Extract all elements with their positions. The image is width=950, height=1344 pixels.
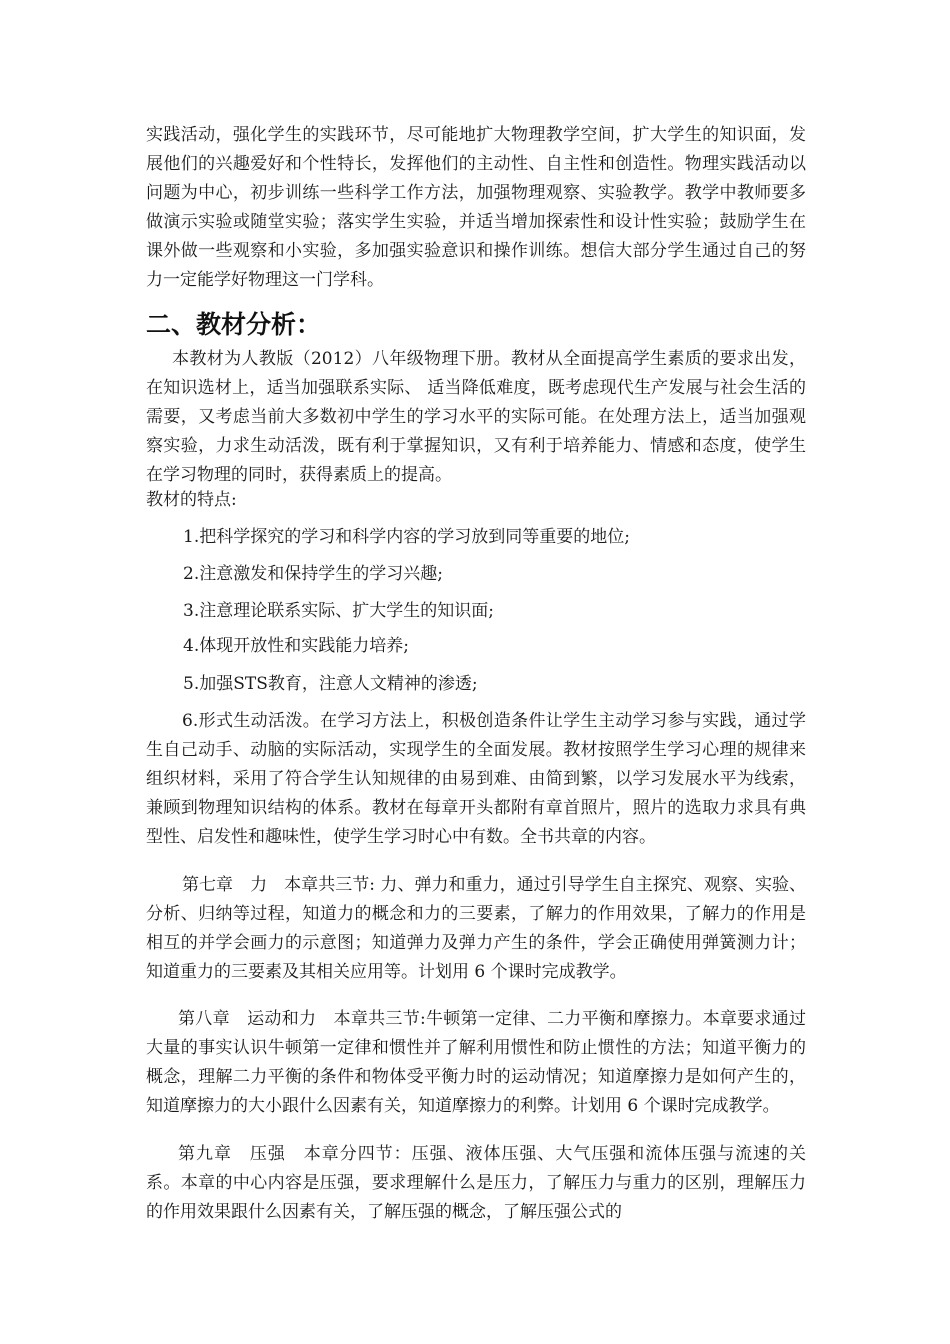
chapter-9-paragraph: 第九章 压强 本章分四节：压强、液体压强、大气压强和流体压强与流速的关系。本章的中心内容是压强，要求理解什么是压力，了解压力与重力的区别，理解压力的作用效果跟什么因素有关，了解压强的概念，了解压强公式的 bbox=[146, 1144, 806, 1222]
feature-item-2: 2.注意激发和保持学生的学习兴趣; bbox=[183, 564, 443, 584]
features-label: 教材的特点: bbox=[146, 490, 237, 510]
chapter-8-paragraph: 第八章 运动和力 本章共三节:牛顿第一定律、二力平衡和摩擦力。本章要求通过大量的事实认识牛顿第一定律和惯性并了解利用惯性和防止惯性的方法；知道平衡力的概念，理解二力平衡的条件和物体受平衡力时的运动情况；知道摩擦力是如何产生的，知道摩擦力的大小跟什么因素有关，知道摩擦力的利弊。计划用 6 个课时完成教学。 bbox=[146, 1009, 806, 1116]
feature-item-5: 5.加强STS教育，注意人文精神的渗透; bbox=[183, 674, 478, 694]
feature-item-4: 4.体现开放性和实践能力培养; bbox=[183, 636, 409, 656]
intro-paragraph: 实践活动，强化学生的实践环节，尽可能地扩大物理教学空间，扩大学生的知识面，发展他们的兴趣爱好和个性特长，发挥他们的主动性、自主性和创造性。物理实践活动以问题为中心，初步训练一些科学工作方法，加强物理观察、实验教学。教学中教师要多做演示实验或随堂实验；落实学生实验，并适当增加探索性和设计性实验；鼓励学生在课外做一些观察和小实验，多加强实验意识和操作训练。想信大部分学生通过自己的努力一定能学好物理这一门学科。 bbox=[146, 125, 806, 290]
textbook-analysis-paragraph: 本教材为人教版（2012）八年级物理下册。教材从全面提高学生素质的要求出发，在知识选材上，适当加强联系实际、 适当降低难度，既考虑现代生产发展与社会生活的需要，又考虑当前大多数初中学生的学习水平的实际可能。在处理方法上，适当加强观察实验，力求生动活泼，既有利于掌握知识，又有利于培养能力、情感和态度，使学生在学习物理的同时，获得素质上的提高。 bbox=[146, 349, 806, 485]
feature-item-1: 1.把科学探究的学习和科学内容的学习放到同等重要的地位; bbox=[183, 527, 630, 547]
section-heading-textbook-analysis: 二、教材分析： bbox=[146, 310, 322, 339]
feature-item-6: 6.形式生动活泼。在学习方法上，积极创造条件让学生主动学习参与实践，通过学生自己动手、动脑的实际活动，实现学生的全面发展。教材按照学生学习心理的规律来组织材料，采用了符合学生认知规律的由易到难、由简到繁，以学习发展水平为线索，兼顾到物理知识结构的体系。教材在每章开头都附有章首照片，照片的选取力求具有典型性、启发性和趣味性，使学生学习时心中有数。全书共章的内容。 bbox=[146, 711, 806, 847]
chapter-7-paragraph: 第七章 力 本章共三节: 力、弹力和重力，通过引导学生自主探究、观察、实验、分析、归纳等过程，知道力的概念和力的三要素，了解力的作用效果，了解力的作用是相互的并学会画力的示意图；知道弹力及弹力产生的条件，学会正确使用弹簧测力计；知道重力的三要素及其相关应用等。计划用 6 个课时完成教学。 bbox=[146, 875, 806, 982]
feature-item-3: 3.注意理论联系实际、扩大学生的知识面; bbox=[183, 601, 494, 621]
